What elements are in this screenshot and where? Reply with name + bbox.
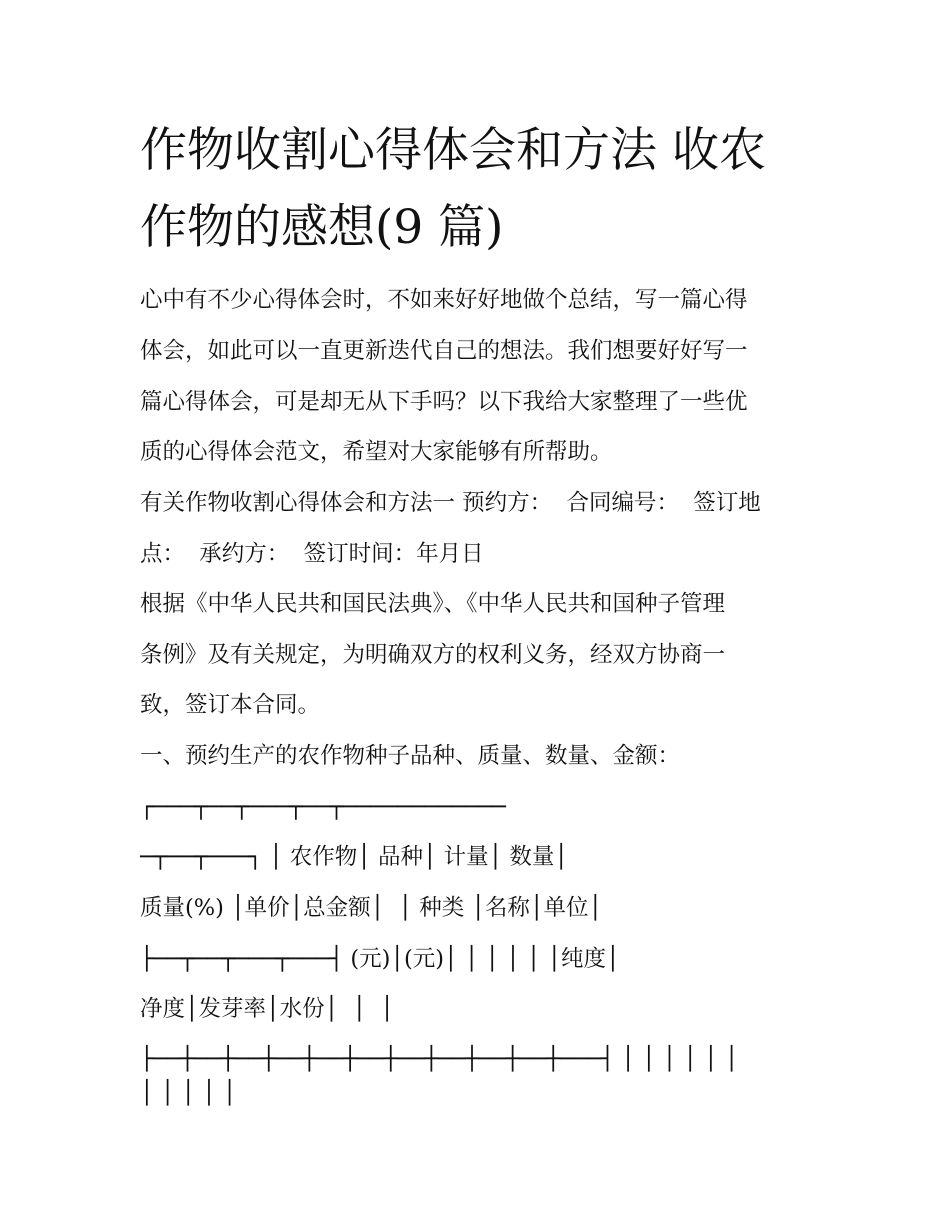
table-text-line-4: ├──┬──┬───┬───┤ (元)│(元)│ │ │ │ │ │纯度│ bbox=[140, 946, 620, 972]
title-line-1: 作物收割心得体会和方法 收农 bbox=[140, 123, 766, 178]
contract-basis-line-3: 致，签订本合同。 bbox=[140, 692, 321, 718]
intro-line-3: 篇心得体会，可是却无从下手吗？以下我给大家整理了一些优 bbox=[140, 389, 748, 415]
contract-basis-line-1: 根据《中华人民共和国民法典》、《中华人民共和国种子管理 bbox=[140, 591, 726, 617]
section-heading-line-2: 点： 承约方： 签订时间：年月日 bbox=[140, 541, 484, 567]
table-text-line-2: ─┬──┬───┐ │ 农作物│ 品种│ 计量│ 数量│ bbox=[140, 844, 568, 870]
intro-line-1: 心中有不少心得体会时，不如来好好地做个总结，写一篇心得 bbox=[140, 287, 748, 313]
intro-line-2: 体会，如此可以一直更新迭代自己的想法。我们想要好好写一 bbox=[140, 338, 748, 364]
table-text-line-5: 净度│发芽率│水份│ │ │ bbox=[140, 996, 394, 1022]
title-line-2: 作物的感想(9 篇) bbox=[140, 200, 504, 255]
document-title bbox=[140, 112, 830, 266]
section-heading-line-1: 有关作物收割心得体会和方法一 预约方： 合同编号： 签订地 bbox=[140, 490, 761, 516]
intro-line-4: 质的心得体会范文，希望对大家能够有所帮助。 bbox=[140, 439, 613, 465]
table-text-line-6: ├──┼──┼──┼──┼──┼──┼──┼──┼──┼──┼───┤ │ │ │ │ │ │ bbox=[140, 1046, 739, 1072]
clause-one-heading: 一、预约生产的农作物种子品种、质量、数量、金额： bbox=[140, 743, 681, 769]
contract-basis-line-2: 条例》及有关规定，为明确双方的权利义务，经双方协商一 bbox=[140, 642, 726, 668]
table-text-line-7: │ │ │ │ │ bbox=[140, 1080, 237, 1106]
table-text-line-3: 质量(%) │单价│总金额│ │ 种类 │名称│单位│ bbox=[140, 895, 603, 921]
table-text-line-1: ┌───┬──┬───┬──┬──────────── bbox=[140, 794, 506, 820]
